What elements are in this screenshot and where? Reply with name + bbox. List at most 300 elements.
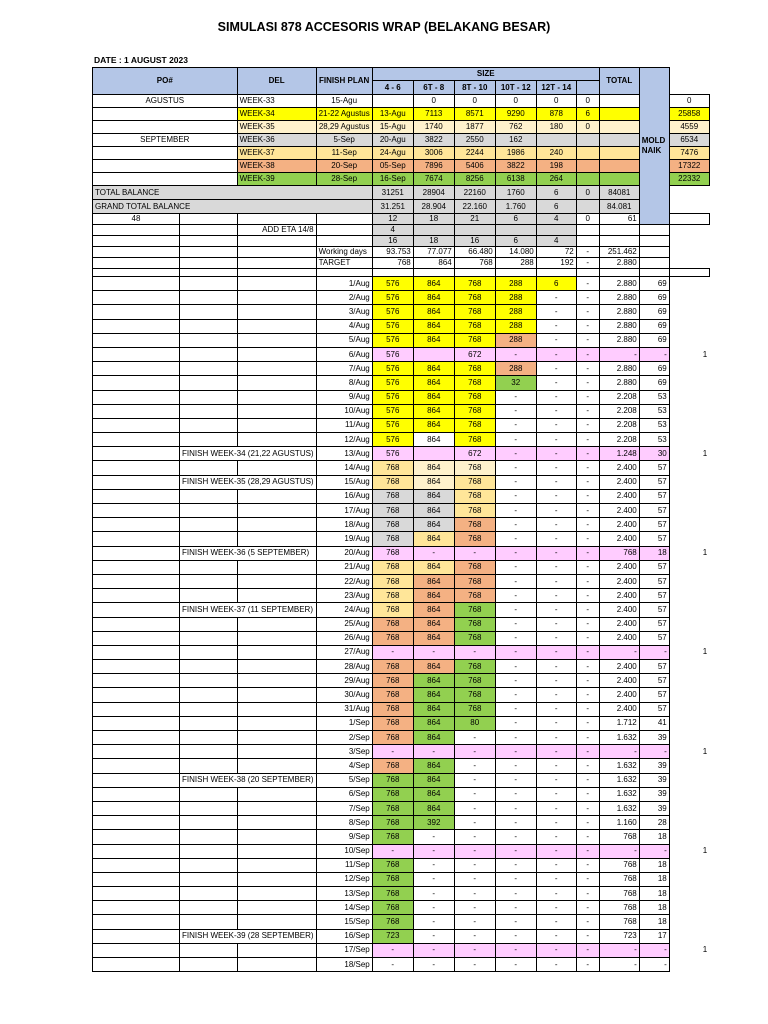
blank-cell — [93, 688, 180, 702]
week-cell: WEEK-35 — [237, 121, 316, 134]
header-total: TOTAL — [599, 68, 639, 95]
daily-blank: - — [576, 674, 599, 688]
del-cell: 28,29 Agustus — [316, 121, 372, 134]
daily-qty: - — [536, 518, 576, 532]
daily-qty: 864 — [413, 461, 454, 475]
daily-qty: - — [372, 958, 413, 972]
blank-cell — [93, 872, 180, 886]
summary-blank: - — [576, 247, 599, 258]
week-row — [93, 108, 710, 121]
day-cell: 8/Sep — [316, 816, 372, 830]
blank-cell — [180, 589, 238, 603]
summary-total: 251.462 — [599, 247, 639, 258]
daily-qty: - — [536, 347, 576, 361]
daily-total: 768 — [599, 915, 639, 929]
summary-cell: 18 — [413, 236, 454, 247]
holiday-flag — [669, 929, 709, 943]
blank-cell — [93, 333, 180, 347]
daily-total: 2.400 — [599, 688, 639, 702]
daily-total: 2.400 — [599, 603, 639, 617]
day-cell: 9/Sep — [316, 830, 372, 844]
daily-qty: - — [495, 504, 536, 518]
qty-cell: 162 — [495, 134, 536, 147]
header-size-3: 10T - 12 — [495, 81, 536, 95]
blank-cell — [93, 376, 180, 390]
day-cell: 30/Aug — [316, 688, 372, 702]
qty-cell: 9290 — [495, 108, 536, 121]
daily-qty: - — [536, 560, 576, 574]
blank-cell — [237, 958, 316, 972]
daily-qty: 864 — [413, 433, 454, 447]
blank-cell — [237, 915, 316, 929]
daily-qty: - — [495, 872, 536, 886]
day-cell: 11/Sep — [316, 858, 372, 872]
holiday-flag — [669, 461, 709, 475]
daily-qty: 768 — [454, 674, 495, 688]
daily-qty: - — [454, 872, 495, 886]
week-row — [93, 173, 710, 186]
daily-qty: 768 — [372, 716, 413, 730]
daily-row — [93, 560, 710, 574]
qty-cell: 180 — [536, 121, 576, 134]
finish-note: FINISH WEEK-37 (11 SEPTEMBER) — [180, 603, 317, 617]
daily-row — [93, 631, 710, 645]
balance-cell: 6 — [536, 186, 576, 200]
summary-total: 61 — [599, 214, 639, 225]
balance-total: 84.081 — [599, 200, 639, 214]
daily-qty: - — [495, 631, 536, 645]
daily-mold: 69 — [639, 277, 669, 291]
daily-qty: 864 — [413, 532, 454, 546]
daily-qty — [413, 447, 454, 461]
daily-row — [93, 291, 710, 305]
daily-qty: 768 — [454, 362, 495, 376]
qty-cell: 1740 — [413, 121, 454, 134]
daily-qty: 576 — [372, 333, 413, 347]
blank-cell — [237, 376, 316, 390]
qty-cell: 2550 — [454, 134, 495, 147]
daily-total: 2.880 — [599, 305, 639, 319]
daily-qty: 672 — [454, 447, 495, 461]
daily-qty: - — [495, 347, 536, 361]
blank-cell — [93, 858, 180, 872]
finish-note: FINISH WEEK-34 (21,22 AGUSTUS) — [180, 447, 317, 461]
daily-qty: - — [536, 461, 576, 475]
qty-cell: 0 — [495, 95, 536, 108]
balance-cell: 31.251 — [372, 200, 413, 214]
daily-total: - — [599, 943, 639, 957]
daily-qty: - — [536, 489, 576, 503]
qty-cell: 3006 — [413, 147, 454, 160]
summary-blank: - — [576, 258, 599, 269]
blank-cell — [93, 475, 180, 489]
summary-cell — [413, 225, 454, 236]
daily-qty: 768 — [372, 830, 413, 844]
daily-qty: - — [495, 929, 536, 943]
grand-total-row — [93, 200, 710, 214]
daily-qty: - — [454, 858, 495, 872]
blank-cell — [180, 277, 238, 291]
daily-total: 2.400 — [599, 631, 639, 645]
blank-cell — [93, 702, 180, 716]
summary-a: 48 — [93, 214, 180, 225]
daily-qty: - — [454, 801, 495, 815]
daily-total: 768 — [599, 887, 639, 901]
blank-cell — [237, 745, 316, 759]
qty-cell: 8571 — [454, 108, 495, 121]
daily-qty: - — [495, 433, 536, 447]
finish-cell: 20-Agu — [372, 134, 413, 147]
blank-cell — [237, 433, 316, 447]
blank-cell — [93, 816, 180, 830]
daily-qty: - — [413, 830, 454, 844]
daily-total: 1.632 — [599, 731, 639, 745]
day-cell: 19/Aug — [316, 532, 372, 546]
daily-total: 2.400 — [599, 518, 639, 532]
daily-total: 2.400 — [599, 461, 639, 475]
daily-total: 2.400 — [599, 617, 639, 631]
blank-cell — [180, 645, 238, 659]
page-title: SIMULASI 878 ACCESORIS WRAP (BELAKANG BESAR) — [217, 20, 551, 34]
holiday-flag — [669, 376, 709, 390]
daily-total: 2.208 — [599, 390, 639, 404]
day-cell: 13/Sep — [316, 887, 372, 901]
day-cell: 6/Aug — [316, 347, 372, 361]
daily-qty: - — [495, 943, 536, 957]
header-finish-plan: FINISH PLAN — [316, 68, 372, 95]
daily-qty: - — [495, 716, 536, 730]
blank-cell — [93, 433, 180, 447]
holiday-flag — [669, 858, 709, 872]
daily-blank: - — [576, 716, 599, 730]
blank-cell — [180, 504, 238, 518]
daily-total: - — [599, 958, 639, 972]
daily-row — [93, 929, 710, 943]
blank-cell — [237, 574, 316, 588]
day-cell: 18/Sep — [316, 958, 372, 972]
daily-qty: 864 — [413, 319, 454, 333]
qty-cell: 6 — [576, 108, 599, 121]
daily-mold: 57 — [639, 489, 669, 503]
holiday-flag — [669, 801, 709, 815]
week-row — [93, 121, 710, 134]
qty-cell: 5406 — [454, 160, 495, 173]
daily-qty: - — [536, 418, 576, 432]
daily-qty: 768 — [454, 291, 495, 305]
blank-cell — [93, 319, 180, 333]
daily-blank: - — [576, 362, 599, 376]
daily-qty: 768 — [372, 603, 413, 617]
daily-qty: - — [536, 943, 576, 957]
day-cell: 25/Aug — [316, 617, 372, 631]
spacer-cell — [316, 269, 372, 277]
qty-cell: 1877 — [454, 121, 495, 134]
holiday-flag: 1 — [702, 349, 708, 359]
spacer-cell — [237, 269, 316, 277]
daily-qty: - — [536, 362, 576, 376]
daily-qty: - — [495, 518, 536, 532]
daily-mold: 57 — [639, 560, 669, 574]
blank-cell — [93, 305, 180, 319]
daily-qty: - — [536, 929, 576, 943]
daily-qty: - — [413, 901, 454, 915]
daily-row — [93, 347, 710, 361]
daily-blank: - — [576, 702, 599, 716]
holiday-flag — [669, 560, 709, 574]
blank-size-cell — [599, 147, 639, 160]
daily-qty: - — [413, 745, 454, 759]
daily-mold: 30 — [639, 447, 669, 461]
daily-qty: - — [495, 844, 536, 858]
daily-qty: - — [454, 645, 495, 659]
day-cell: 31/Aug — [316, 702, 372, 716]
daily-row — [93, 404, 710, 418]
summary-row — [93, 258, 710, 269]
daily-row — [93, 901, 710, 915]
qty-cell: 0 — [536, 95, 576, 108]
blank-cell — [93, 560, 180, 574]
daily-blank: - — [576, 915, 599, 929]
daily-qty: 864 — [413, 560, 454, 574]
daily-row — [93, 376, 710, 390]
daily-blank: - — [576, 603, 599, 617]
summary-total — [599, 225, 639, 236]
daily-qty: 768 — [372, 504, 413, 518]
daily-qty: 768 — [454, 433, 495, 447]
spacer-cell — [576, 269, 599, 277]
blank-cell — [237, 943, 316, 957]
summary-c — [237, 214, 316, 225]
daily-mold: 53 — [639, 404, 669, 418]
daily-qty: 768 — [372, 546, 413, 560]
daily-qty: 768 — [372, 589, 413, 603]
daily-blank: - — [576, 347, 599, 361]
header-size: SIZE — [372, 68, 599, 81]
daily-qty: - — [536, 830, 576, 844]
daily-qty: 768 — [454, 702, 495, 716]
daily-qty: 768 — [372, 731, 413, 745]
daily-total: - — [599, 645, 639, 659]
daily-qty: 768 — [454, 475, 495, 489]
daily-total: 2.208 — [599, 418, 639, 432]
daily-row — [93, 447, 710, 461]
blank-cell — [180, 716, 238, 730]
daily-row — [93, 418, 710, 432]
blank-cell — [237, 631, 316, 645]
daily-qty: - — [536, 390, 576, 404]
blank-cell — [237, 816, 316, 830]
summary-a — [93, 236, 180, 247]
daily-qty: - — [536, 688, 576, 702]
daily-qty: 768 — [454, 390, 495, 404]
daily-qty: 672 — [454, 347, 495, 361]
blank-cell — [180, 887, 238, 901]
day-cell: 23/Aug — [316, 589, 372, 603]
daily-qty: 768 — [454, 532, 495, 546]
daily-mold: 53 — [639, 390, 669, 404]
summary-blank — [576, 236, 599, 247]
daily-qty: 576 — [372, 390, 413, 404]
qty-cell — [576, 134, 599, 147]
week-row — [93, 95, 710, 108]
day-cell: 29/Aug — [316, 674, 372, 688]
daily-mold: 57 — [639, 603, 669, 617]
daily-qty: 768 — [372, 631, 413, 645]
daily-blank: - — [576, 759, 599, 773]
daily-mold: 57 — [639, 631, 669, 645]
blank-cell — [237, 291, 316, 305]
daily-qty: - — [536, 631, 576, 645]
qty-cell: 198 — [536, 160, 576, 173]
blank-cell — [237, 461, 316, 475]
blank-cell — [180, 333, 238, 347]
daily-blank: - — [576, 418, 599, 432]
daily-total: 768 — [599, 830, 639, 844]
day-cell: 2/Sep — [316, 731, 372, 745]
blank-cell — [237, 731, 316, 745]
daily-blank: - — [576, 872, 599, 886]
spacer-cell — [536, 269, 576, 277]
daily-qty: - — [536, 915, 576, 929]
holiday-flag — [669, 631, 709, 645]
header-size-1: 6T - 8 — [413, 81, 454, 95]
blank-size-cell — [599, 173, 639, 186]
table-body — [93, 68, 710, 972]
daily-qty: - — [536, 816, 576, 830]
daily-qty: - — [495, 532, 536, 546]
daily-qty: - — [495, 801, 536, 815]
daily-mold: 39 — [639, 759, 669, 773]
total-cell: 4559 — [669, 121, 709, 134]
daily-mold: - — [639, 958, 669, 972]
blank-cell — [93, 404, 180, 418]
blank-cell — [93, 901, 180, 915]
daily-qty: - — [495, 603, 536, 617]
daily-qty: - — [536, 404, 576, 418]
summary-mold — [669, 214, 709, 225]
blank-cell — [93, 844, 180, 858]
summary-cell: 192 — [536, 258, 576, 269]
summary-mold — [639, 247, 669, 258]
daily-mold: 69 — [639, 333, 669, 347]
daily-total: 2.880 — [599, 376, 639, 390]
del-cell: 20-Sep — [316, 160, 372, 173]
daily-qty: - — [536, 958, 576, 972]
blank-cell — [237, 688, 316, 702]
daily-qty: - — [495, 858, 536, 872]
summary-label: Working days — [316, 247, 372, 258]
summary-c: ADD ETA 14/8 — [237, 225, 316, 236]
qty-cell: 6138 — [495, 173, 536, 186]
blank-cell — [237, 858, 316, 872]
summary-cell: 93.753 — [372, 247, 413, 258]
daily-row — [93, 333, 710, 347]
daily-qty: - — [536, 433, 576, 447]
blank-cell — [237, 404, 316, 418]
blank-cell — [180, 631, 238, 645]
holiday-flag — [669, 603, 709, 617]
holiday-flag — [669, 702, 709, 716]
daily-qty: - — [536, 872, 576, 886]
blank-cell — [237, 504, 316, 518]
day-cell: 26/Aug — [316, 631, 372, 645]
header-size-2: 8T - 10 — [454, 81, 495, 95]
blank-cell — [93, 447, 180, 461]
summary-cell — [454, 225, 495, 236]
daily-qty: 768 — [372, 617, 413, 631]
total-cell: 22332 — [669, 173, 709, 186]
day-cell: 22/Aug — [316, 574, 372, 588]
daily-mold: 57 — [639, 702, 669, 716]
daily-total: 1.632 — [599, 759, 639, 773]
blank-cell — [180, 816, 238, 830]
summary-mold — [639, 258, 669, 269]
daily-qty: - — [495, 560, 536, 574]
daily-mold: 28 — [639, 816, 669, 830]
blank-size-cell — [599, 160, 639, 173]
daily-row — [93, 887, 710, 901]
daily-blank: - — [576, 901, 599, 915]
week-row — [93, 147, 710, 160]
daily-mold: - — [639, 645, 669, 659]
daily-qty: - — [536, 305, 576, 319]
blank-cell — [237, 305, 316, 319]
holiday-flag — [669, 688, 709, 702]
holiday-flag — [669, 958, 709, 972]
daily-total: 723 — [599, 929, 639, 943]
blank-cell — [93, 390, 180, 404]
finish-note: FINISH WEEK-39 (28 SEPTEMBER) — [180, 929, 317, 943]
daily-qty: 80 — [454, 716, 495, 730]
daily-qty: - — [413, 858, 454, 872]
daily-row — [93, 858, 710, 872]
qty-cell — [576, 147, 599, 160]
summary-cell: 16 — [372, 236, 413, 247]
daily-blank: - — [576, 560, 599, 574]
blank-cell — [93, 347, 180, 361]
daily-qty: 6 — [536, 277, 576, 291]
daily-total: 2.208 — [599, 404, 639, 418]
daily-mold: 57 — [639, 532, 669, 546]
holiday-flag — [669, 674, 709, 688]
daily-qty: 768 — [454, 574, 495, 588]
blank-cell — [93, 759, 180, 773]
daily-total: 2.208 — [599, 433, 639, 447]
daily-qty: - — [413, 958, 454, 972]
daily-blank: - — [576, 617, 599, 631]
summary-c — [237, 236, 316, 247]
daily-qty: - — [495, 745, 536, 759]
daily-qty: 864 — [413, 362, 454, 376]
daily-mold: 69 — [639, 305, 669, 319]
daily-qty: 768 — [454, 404, 495, 418]
daily-qty: 864 — [413, 589, 454, 603]
holiday-flag — [669, 291, 709, 305]
daily-qty: 576 — [372, 305, 413, 319]
daily-qty: - — [454, 787, 495, 801]
daily-mold: 57 — [639, 674, 669, 688]
day-cell: 12/Sep — [316, 872, 372, 886]
summary-label: TARGET — [316, 258, 372, 269]
daily-qty: 768 — [454, 333, 495, 347]
day-cell: 4/Sep — [316, 759, 372, 773]
blank-cell — [93, 532, 180, 546]
daily-qty: - — [372, 645, 413, 659]
day-cell: 2/Aug — [316, 291, 372, 305]
daily-qty: 288 — [495, 291, 536, 305]
summary-cell: 4 — [372, 225, 413, 236]
summary-cell: 768 — [454, 258, 495, 269]
